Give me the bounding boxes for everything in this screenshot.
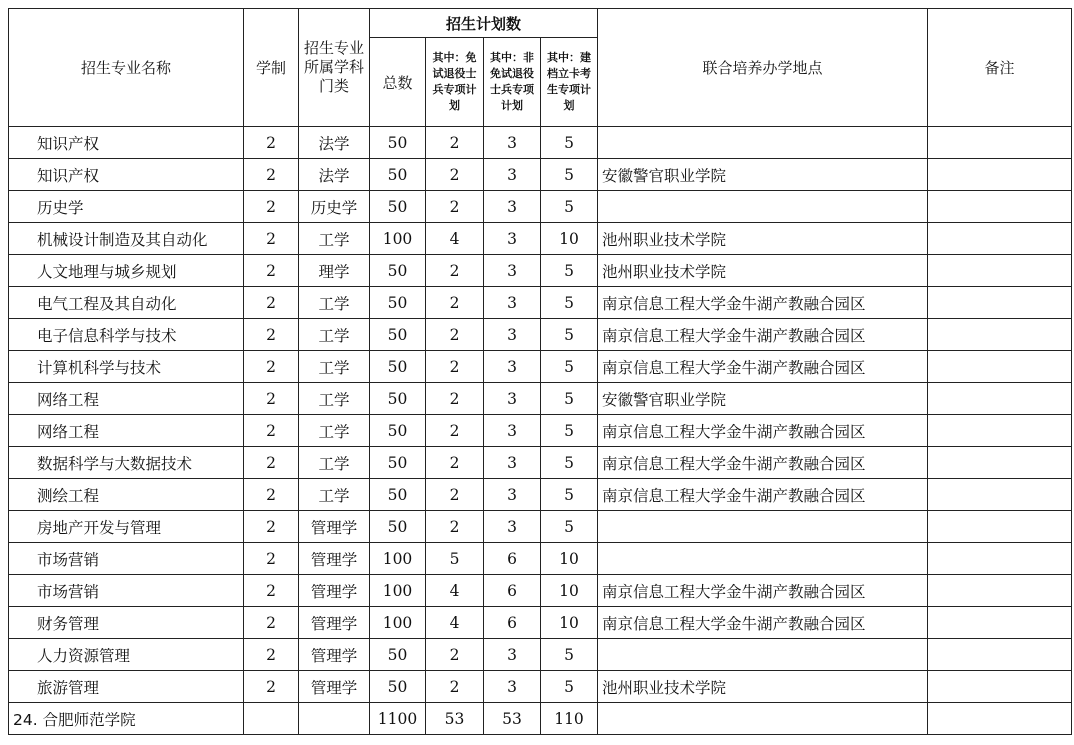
joint-site-cell: [598, 511, 928, 543]
discipline-cell: 管理学: [299, 543, 370, 575]
duration-cell: 2: [244, 575, 299, 607]
poverty-cell: 10: [541, 223, 598, 255]
discipline-cell: 工学: [299, 479, 370, 511]
discipline-cell: [299, 703, 370, 735]
table-row: [9, 479, 1072, 511]
duration-cell: 2: [244, 287, 299, 319]
remark-cell: [928, 255, 1072, 287]
grand-total-cell: 1100: [370, 703, 426, 735]
total-row: [9, 703, 1072, 735]
major-name-cell: 计算机科学与技术: [9, 351, 244, 383]
total-cell: 50: [370, 479, 426, 511]
table-row: [9, 223, 1072, 255]
major-name-cell: 测绘工程: [9, 479, 244, 511]
total-cell: 50: [370, 415, 426, 447]
major-name-cell: 人文地理与城乡规划: [9, 255, 244, 287]
joint-site-cell: [598, 543, 928, 575]
major-name-cell: 电子信息科学与技术: [9, 319, 244, 351]
remark-cell: [928, 639, 1072, 671]
remark-cell: [928, 351, 1072, 383]
joint-site-cell: 池州职业技术学院: [598, 223, 928, 255]
exempt-cell: 2: [426, 287, 484, 319]
exempt-cell: 2: [426, 415, 484, 447]
exempt-cell: 4: [426, 575, 484, 607]
poverty-cell: 5: [541, 351, 598, 383]
non-exempt-cell: 3: [484, 223, 541, 255]
exempt-cell: 2: [426, 255, 484, 287]
poverty-cell: 5: [541, 319, 598, 351]
table-row: [9, 575, 1072, 607]
discipline-cell: 工学: [299, 447, 370, 479]
remark-cell: [928, 703, 1072, 735]
table-row: [9, 255, 1072, 287]
exempt-cell: 4: [426, 607, 484, 639]
duration-cell: 2: [244, 415, 299, 447]
total-cell: 100: [370, 223, 426, 255]
total-cell: 50: [370, 383, 426, 415]
joint-site-cell: [598, 127, 928, 159]
total-cell: 50: [370, 639, 426, 671]
poverty-cell: 5: [541, 127, 598, 159]
non-exempt-cell: 3: [484, 511, 541, 543]
total-cell: 50: [370, 191, 426, 223]
exempt-cell: 2: [426, 447, 484, 479]
header-joint-site: 联合培养办学地点: [598, 9, 928, 127]
poverty-cell: 5: [541, 287, 598, 319]
poverty-cell: 5: [541, 479, 598, 511]
major-name-cell: 房地产开发与管理: [9, 511, 244, 543]
poverty-cell: 5: [541, 159, 598, 191]
exempt-cell: 4: [426, 223, 484, 255]
non-exempt-cell: 3: [484, 191, 541, 223]
joint-site-cell: 南京信息工程大学金牛湖产教融合园区: [598, 319, 928, 351]
duration-cell: 2: [244, 127, 299, 159]
duration-cell: 2: [244, 383, 299, 415]
non-exempt-cell: 3: [484, 319, 541, 351]
remark-cell: [928, 543, 1072, 575]
discipline-cell: 管理学: [299, 639, 370, 671]
total-cell: 100: [370, 607, 426, 639]
joint-site-cell: 南京信息工程大学金牛湖产教融合园区: [598, 351, 928, 383]
non-exempt-total-cell: 53: [484, 703, 541, 735]
poverty-cell: 10: [541, 607, 598, 639]
major-name-cell: 机械设计制造及其自动化: [9, 223, 244, 255]
exempt-cell: 2: [426, 351, 484, 383]
remark-cell: [928, 511, 1072, 543]
major-name-cell: 人力资源管理: [9, 639, 244, 671]
remark-cell: [928, 447, 1072, 479]
exempt-cell: 2: [426, 127, 484, 159]
duration-cell: 2: [244, 479, 299, 511]
table-row: [9, 159, 1072, 191]
duration-cell: 2: [244, 671, 299, 703]
discipline-cell: 工学: [299, 319, 370, 351]
non-exempt-cell: 6: [484, 607, 541, 639]
major-name-cell: 历史学: [9, 191, 244, 223]
duration-cell: 2: [244, 159, 299, 191]
major-name-cell: 旅游管理: [9, 671, 244, 703]
header-discipline: 招生专业所属学科门类: [299, 9, 370, 127]
discipline-cell: 法学: [299, 127, 370, 159]
remark-cell: [928, 159, 1072, 191]
discipline-cell: 法学: [299, 159, 370, 191]
remark-cell: [928, 319, 1072, 351]
poverty-cell: 5: [541, 383, 598, 415]
remark-cell: [928, 415, 1072, 447]
non-exempt-cell: 3: [484, 479, 541, 511]
joint-site-cell: 安徽警官职业学院: [598, 383, 928, 415]
discipline-cell: 历史学: [299, 191, 370, 223]
non-exempt-cell: 3: [484, 127, 541, 159]
joint-site-cell: 池州职业技术学院: [598, 671, 928, 703]
table-row: [9, 351, 1072, 383]
header-remarks: 备注: [928, 9, 1072, 127]
remark-cell: [928, 671, 1072, 703]
duration-cell: 2: [244, 607, 299, 639]
table-row: [9, 639, 1072, 671]
enrollment-plan-table: [8, 8, 1072, 735]
duration-cell: 2: [244, 191, 299, 223]
non-exempt-cell: 3: [484, 351, 541, 383]
poverty-cell: 5: [541, 415, 598, 447]
duration-cell: 2: [244, 319, 299, 351]
major-name-cell: 市场营销: [9, 543, 244, 575]
exempt-cell: 2: [426, 191, 484, 223]
joint-site-cell: [598, 639, 928, 671]
discipline-cell: 工学: [299, 415, 370, 447]
poverty-cell: 5: [541, 639, 598, 671]
remark-cell: [928, 127, 1072, 159]
remark-cell: [928, 223, 1072, 255]
discipline-cell: 工学: [299, 223, 370, 255]
joint-site-cell: [598, 703, 928, 735]
non-exempt-cell: 3: [484, 671, 541, 703]
non-exempt-cell: 3: [484, 415, 541, 447]
non-exempt-cell: 3: [484, 287, 541, 319]
total-cell: 50: [370, 511, 426, 543]
total-cell: 50: [370, 255, 426, 287]
header-total: 总数: [370, 38, 426, 127]
poverty-cell: 5: [541, 671, 598, 703]
total-cell: 50: [370, 159, 426, 191]
joint-site-cell: 南京信息工程大学金牛湖产教融合园区: [598, 479, 928, 511]
table-row: [9, 191, 1072, 223]
total-cell: 100: [370, 543, 426, 575]
discipline-cell: 工学: [299, 383, 370, 415]
joint-site-cell: 南京信息工程大学金牛湖产教融合园区: [598, 287, 928, 319]
header-exempt: 其中：免试退役士兵专项计划: [426, 38, 484, 127]
duration-cell: 2: [244, 255, 299, 287]
major-name-cell: 电气工程及其自动化: [9, 287, 244, 319]
exempt-cell: 2: [426, 671, 484, 703]
total-cell: 50: [370, 127, 426, 159]
header-poverty: 其中：建档立卡考生专项计划: [541, 38, 598, 127]
total-cell: 50: [370, 351, 426, 383]
duration-cell: 2: [244, 639, 299, 671]
discipline-cell: 理学: [299, 255, 370, 287]
duration-cell: 2: [244, 447, 299, 479]
joint-site-cell: 池州职业技术学院: [598, 255, 928, 287]
joint-site-cell: 南京信息工程大学金牛湖产教融合园区: [598, 607, 928, 639]
table-body: [9, 127, 1072, 735]
table-row: [9, 671, 1072, 703]
total-cell: 50: [370, 671, 426, 703]
table-row: [9, 607, 1072, 639]
poverty-cell: 5: [541, 447, 598, 479]
exempt-cell: 2: [426, 319, 484, 351]
discipline-cell: 工学: [299, 351, 370, 383]
duration-cell: 2: [244, 223, 299, 255]
non-exempt-cell: 3: [484, 255, 541, 287]
remark-cell: [928, 191, 1072, 223]
header-duration: 学制: [244, 9, 299, 127]
table-row: [9, 287, 1072, 319]
table-row: [9, 415, 1072, 447]
table-row: [9, 511, 1072, 543]
exempt-cell: 5: [426, 543, 484, 575]
discipline-cell: 工学: [299, 287, 370, 319]
institution-name-cell: 24. 合肥师范学院: [9, 703, 244, 735]
non-exempt-cell: 3: [484, 159, 541, 191]
poverty-cell: 5: [541, 511, 598, 543]
table-row: [9, 383, 1072, 415]
total-cell: 50: [370, 287, 426, 319]
exempt-cell: 2: [426, 479, 484, 511]
joint-site-cell: 安徽警官职业学院: [598, 159, 928, 191]
table-row: [9, 319, 1072, 351]
total-cell: 50: [370, 319, 426, 351]
remark-cell: [928, 383, 1072, 415]
header-major-name: 招生专业名称: [9, 9, 244, 127]
joint-site-cell: 南京信息工程大学金牛湖产教融合园区: [598, 415, 928, 447]
non-exempt-cell: 6: [484, 575, 541, 607]
exempt-cell: 2: [426, 639, 484, 671]
poverty-cell: 10: [541, 543, 598, 575]
discipline-cell: 管理学: [299, 511, 370, 543]
discipline-cell: 管理学: [299, 607, 370, 639]
table-row: [9, 447, 1072, 479]
major-name-cell: 知识产权: [9, 159, 244, 191]
poverty-cell: 5: [541, 191, 598, 223]
discipline-cell: 管理学: [299, 575, 370, 607]
exempt-total-cell: 53: [426, 703, 484, 735]
major-name-cell: 知识产权: [9, 127, 244, 159]
remark-cell: [928, 287, 1072, 319]
joint-site-cell: 南京信息工程大学金牛湖产教融合园区: [598, 575, 928, 607]
duration-cell: 2: [244, 351, 299, 383]
header-plan-group: 招生计划数: [370, 9, 598, 38]
duration-cell: 2: [244, 511, 299, 543]
discipline-cell: 管理学: [299, 671, 370, 703]
non-exempt-cell: 6: [484, 543, 541, 575]
poverty-cell: 5: [541, 255, 598, 287]
major-name-cell: 财务管理: [9, 607, 244, 639]
duration-cell: [244, 703, 299, 735]
major-name-cell: 网络工程: [9, 383, 244, 415]
total-cell: 50: [370, 447, 426, 479]
major-name-cell: 市场营销: [9, 575, 244, 607]
exempt-cell: 2: [426, 383, 484, 415]
exempt-cell: 2: [426, 511, 484, 543]
poverty-cell: 10: [541, 575, 598, 607]
remark-cell: [928, 607, 1072, 639]
non-exempt-cell: 3: [484, 383, 541, 415]
remark-cell: [928, 575, 1072, 607]
exempt-cell: 2: [426, 159, 484, 191]
non-exempt-cell: 3: [484, 447, 541, 479]
non-exempt-cell: 3: [484, 639, 541, 671]
poverty-total-cell: 110: [541, 703, 598, 735]
duration-cell: 2: [244, 543, 299, 575]
table-row: [9, 543, 1072, 575]
header-non-exempt: 其中：非免试退役士兵专项计划: [484, 38, 541, 127]
total-cell: 100: [370, 575, 426, 607]
major-name-cell: 数据科学与大数据技术: [9, 447, 244, 479]
joint-site-cell: 南京信息工程大学金牛湖产教融合园区: [598, 447, 928, 479]
major-name-cell: 网络工程: [9, 415, 244, 447]
joint-site-cell: [598, 191, 928, 223]
remark-cell: [928, 479, 1072, 511]
table-row: [9, 127, 1072, 159]
